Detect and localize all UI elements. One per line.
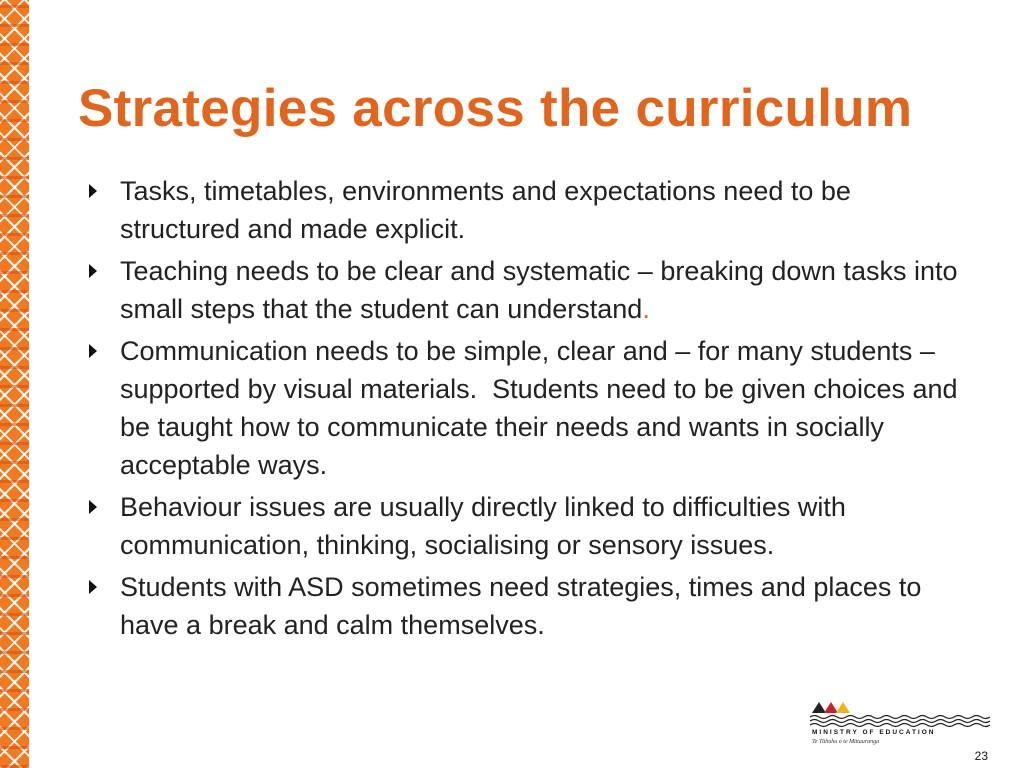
page-number: 23 <box>974 749 988 763</box>
bullet-accent-period: . <box>642 294 650 324</box>
bullet-text: Communication needs to be simple, clear and – for many students – supported by visual materials. Students need to be given choices and be taught how to communicate their needs and wants in socially acceptable ways. <box>120 336 966 480</box>
bullet-arrow-icon <box>89 184 97 198</box>
slide-title: Strategies across the curriculum <box>78 79 913 138</box>
bullet-item <box>88 252 978 328</box>
logo-name: MINISTRY OF EDUCATION <box>812 729 936 736</box>
logo-triangles-icon <box>812 700 852 714</box>
bullet-item <box>88 172 978 248</box>
bullet-item <box>88 488 978 564</box>
bullet-arrow-icon <box>89 500 97 514</box>
bullet-item <box>88 568 978 644</box>
ministry-of-education-logo <box>810 700 990 748</box>
logo-waves-icon <box>810 714 990 728</box>
bullet-arrow-icon <box>89 580 97 594</box>
bullet-text: Tasks, timetables, environments and expectations need to be structured and made explicit. <box>120 176 851 244</box>
bullet-text: Teaching needs to be clear and systematic – breaking down tasks into small steps that the student can understand <box>120 256 958 324</box>
bullet-text: Behaviour issues are usually directly linked to difficulties with communication, thinking, socialising or sensory issues. <box>120 492 846 560</box>
bullet-arrow-icon <box>89 344 97 358</box>
bullet-item <box>88 332 978 484</box>
bullet-text: Students with ASD sometimes need strategies, times and places to have a break and calm themselves. <box>120 572 922 640</box>
decorative-border-strip <box>0 0 29 768</box>
bullet-list <box>88 172 978 648</box>
bullet-arrow-icon <box>89 264 97 278</box>
logo-tagline: Te Tāhuhu o te Mātauranga <box>812 739 880 745</box>
